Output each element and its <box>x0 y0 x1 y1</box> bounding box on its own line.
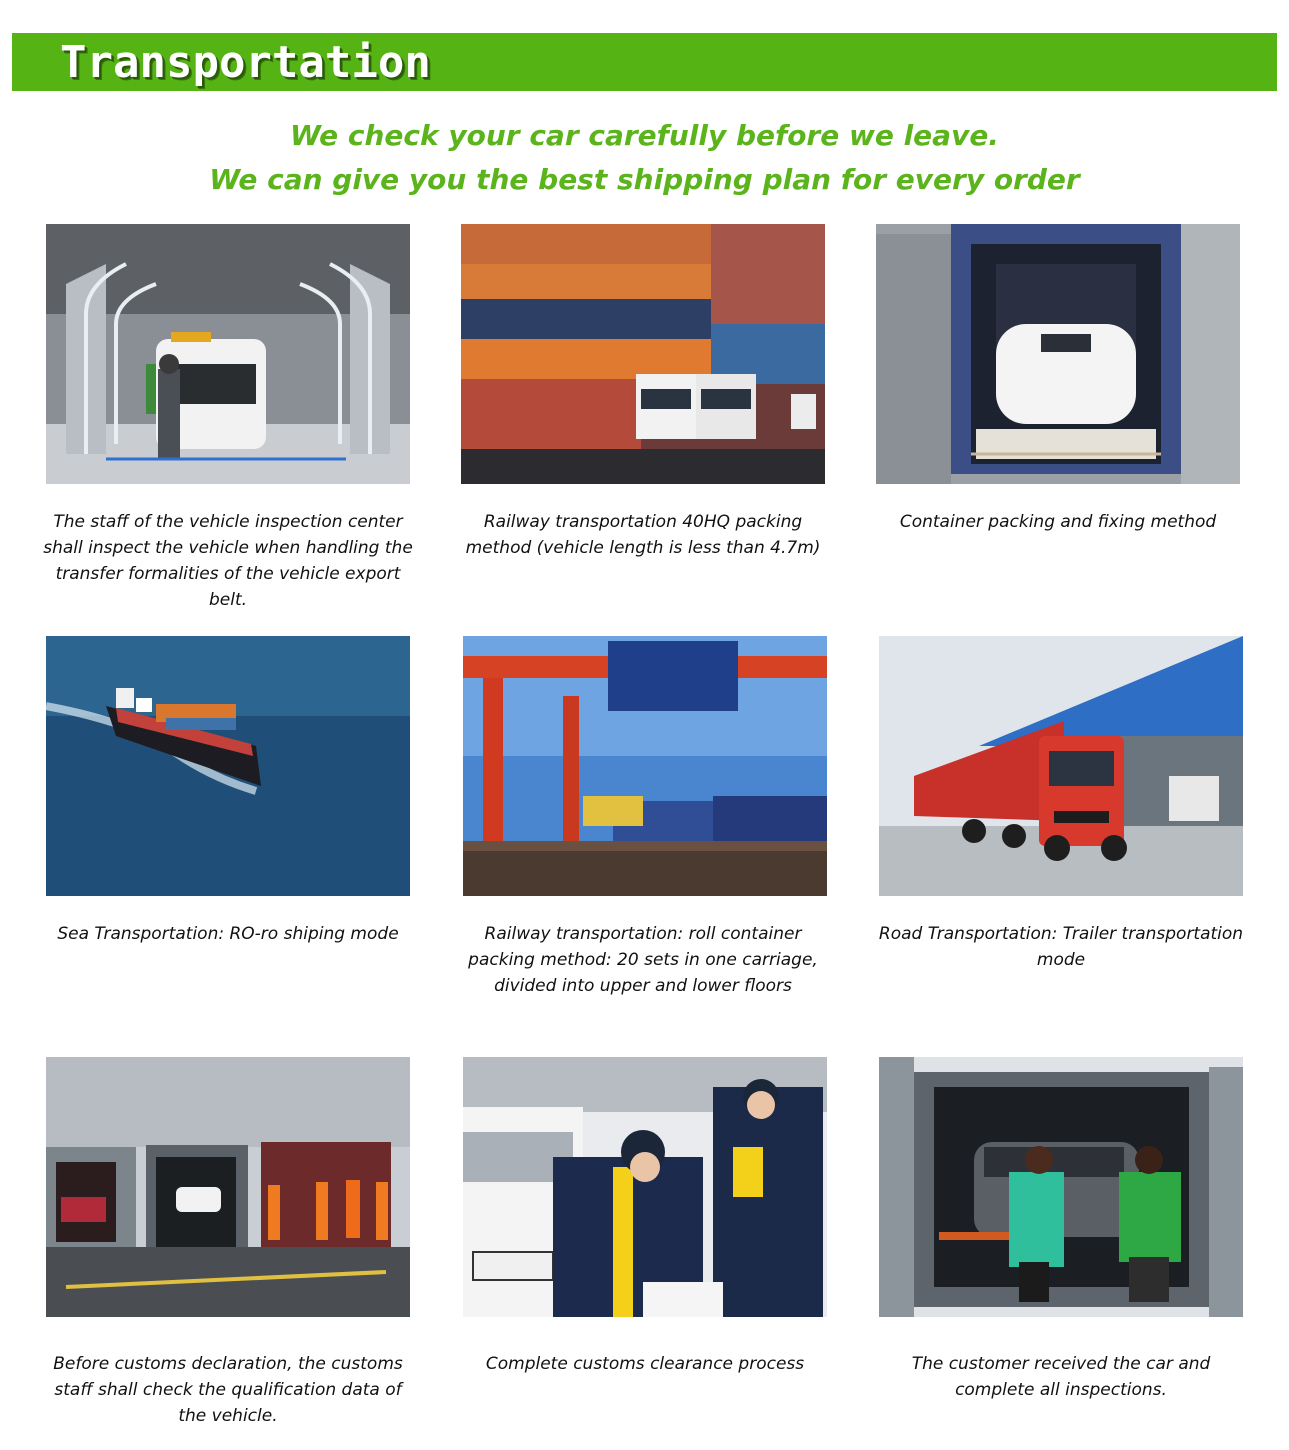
tagline-shipping-plan: We can give you the best shipping plan for every order <box>209 163 1080 196</box>
photo-sea-transport <box>46 636 410 896</box>
photo-customer-received <box>879 1057 1243 1317</box>
tagline-inspection: We check your car carefully before we leave. <box>290 119 999 152</box>
caption-railway-40hq: Railway transportation 40HQ packing method (vehicle length is less than 4.7m) <box>465 512 821 558</box>
caption-container-packing: Container packing and fixing method <box>899 512 1217 532</box>
caption-road-transport: Road Transportation: Trailer transportation mode <box>878 924 1244 970</box>
page-title: Transportation <box>60 37 431 88</box>
photo-container-yard-trucks <box>461 224 825 484</box>
caption-customs-check: Before customs declaration, the customs staff shall check the qualification data of the vehicle. <box>53 1354 403 1426</box>
photo-customs-clearance <box>463 1057 827 1317</box>
photo-railway-gantry <box>463 636 827 896</box>
photo-customs-check <box>46 1057 410 1317</box>
caption-customer-received: The customer received the car and complete all inspections. <box>911 1354 1211 1400</box>
caption-vehicle-inspection: The staff of the vehicle inspection center shall inspect the vehicle when handling the transfer formalities of the vehicle export belt. <box>43 512 413 610</box>
caption-customs-clearance: Complete customs clearance process <box>485 1354 805 1374</box>
caption-railway-roll-container: Railway transportation: roll container packing method: 20 sets in one carriage, divided into upper and lower floors <box>468 924 818 996</box>
photo-vehicle-inspection <box>46 224 410 484</box>
caption-sea-transport: Sea Transportation: RO-ro shiping mode <box>57 924 399 944</box>
photo-road-trailer <box>879 636 1243 896</box>
photo-container-packing <box>876 224 1240 484</box>
